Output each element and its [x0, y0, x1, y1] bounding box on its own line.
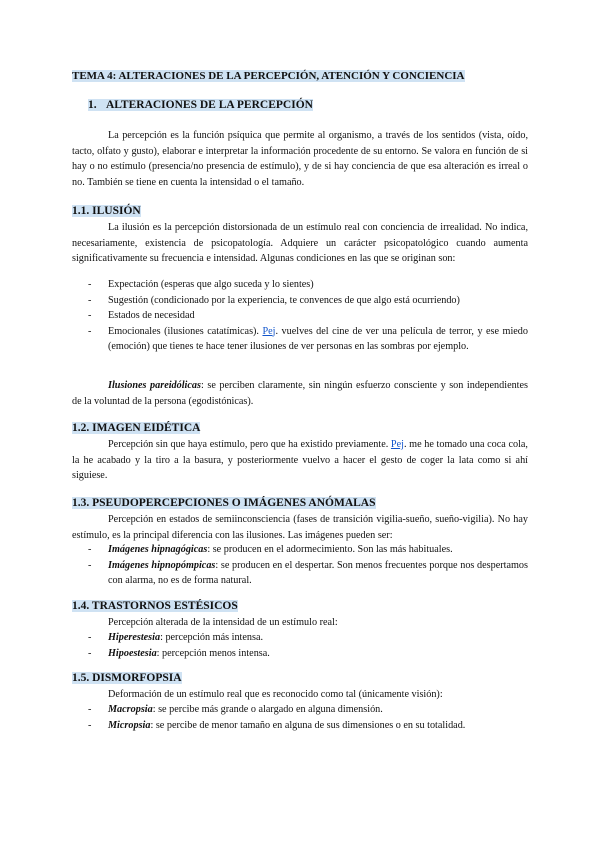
ilusion-paragraph: La ilusión es la percepción distorsionada de un estímulo real con conciencia de irrealidad. No indica, necesariamente, existencia de psicopatología. Adquiere un carácter psicopatológico cuando aumenta significativamente su frecuencia e intensidad. Algunas condiciones en las que se originan son:	[72, 222, 528, 264]
pareidolic-term: Ilusiones pareidólicas	[108, 380, 201, 391]
dismorfopsia-list	[72, 702, 528, 733]
list-item: - Hipoestesia: percepción menos intensa.	[88, 647, 270, 659]
pseudo-paragraph: Percepción en estados de semiinconsciencia (fases de transición vigilia-sueño, sueño-vigilia). No hay estímulo, es la principal diferencia con las ilusiones. Las imágenes pueden ser:	[72, 514, 528, 541]
section-heading-1	[88, 99, 313, 111]
list-item: - Micropsia: se percibe de menor tamaño en alguna de sus dimensiones o en su totalidad.	[88, 719, 466, 731]
section-label: ALTERACIONES DE LA PERCEPCIÓN	[106, 99, 313, 111]
estesicos-paragraph: Percepción alterada de la intensidad de un estímulo real:	[108, 617, 338, 628]
heading-ilusion: 1.1. ILUSIÓN	[72, 205, 141, 217]
pseudo-list	[72, 542, 528, 589]
list-item: - Hiperestesia: percepción más intensa.	[88, 632, 264, 643]
pej-link[interactable]: Pej	[390, 439, 404, 450]
list-item: - Emocionales (ilusiones catatímicas). Pej. vuelves del cine de ver una película de terror, y ese miedo (emoción) que tienes te hace tener ilusiones de ver personas en las sombras por ejemplo.	[88, 325, 528, 352]
list-item: - Sugestión (condicionado por la experiencia, te convences de que algo está ocurriendo)	[88, 294, 460, 306]
pej-link[interactable]: Pej	[262, 325, 276, 337]
list-item: - Expectación (esperas que algo suceda y lo sientes)	[88, 279, 314, 290]
eidetic-paragraph: Percepción sin que haya estímulo, pero que ha existido previamente. Pej. me he tomado una coca cola, la he acabado y la tiro a la basura, y posteriormente vuelvo a hacer el gesto de coger la lata como si ahí siguiese.	[72, 439, 528, 481]
section-number: 1.	[88, 99, 97, 111]
estesicos-list	[72, 630, 528, 661]
list-item: - Estados de necesidad	[88, 310, 195, 321]
heading-imagen-eidetica: 1.2. IMAGEN EIDÉTICA	[72, 422, 201, 434]
dismorfopsia-paragraph: Deformación de un estímulo real que es reconocido como tal (únicamente visión):	[108, 689, 443, 700]
intro-paragraph: La percepción es la función psíquica que permite al organismo, a través de los sentidos (vista, oído, tacto, olfato y gusto), elaborar e interpretar la información procedente de su entorno. Se valora en función de si hay o no estímulo (presencia/no presencia de estímulo), y de si hay conciencia de que esa alteración es irreal o no. También se tiene en cuenta la intensidad o el tamaño.	[72, 130, 528, 188]
document-title	[72, 70, 465, 82]
ilusion-conditions-list	[72, 277, 528, 355]
title-text: TEMA 4: ALTERACIONES DE LA PERCEPCIÓN, ATENCIÓN Y CONCIENCIA	[72, 70, 465, 82]
heading-dismorfopsia: 1.5. DISMORFOPSIA	[72, 672, 182, 684]
heading-pseudopercepciones: 1.3. PSEUDOPERCEPCIONES O IMÁGENES ANÓMALAS	[72, 497, 376, 509]
list-item: - Imágenes hipnopómpicas: se producen en el despertar. Son menos frecuentes porque nos despertamos con alarma, no es de forma natural.	[88, 559, 528, 586]
pareidolic-paragraph: Ilusiones pareidólicas: se perciben claramente, sin ningún esfuerzo consciente y son independientes de la voluntad de la persona (egodistónicas).	[72, 380, 529, 407]
heading-trastornos-estesicos: 1.4. TRASTORNOS ESTÉSICOS	[72, 600, 238, 612]
list-item: - Imágenes hipnagógicas: se producen en el adormecimiento. Son las más habituales.	[88, 544, 453, 555]
list-item: - Macropsia: se percibe más grande o alargado en alguna dimensión.	[88, 704, 383, 715]
